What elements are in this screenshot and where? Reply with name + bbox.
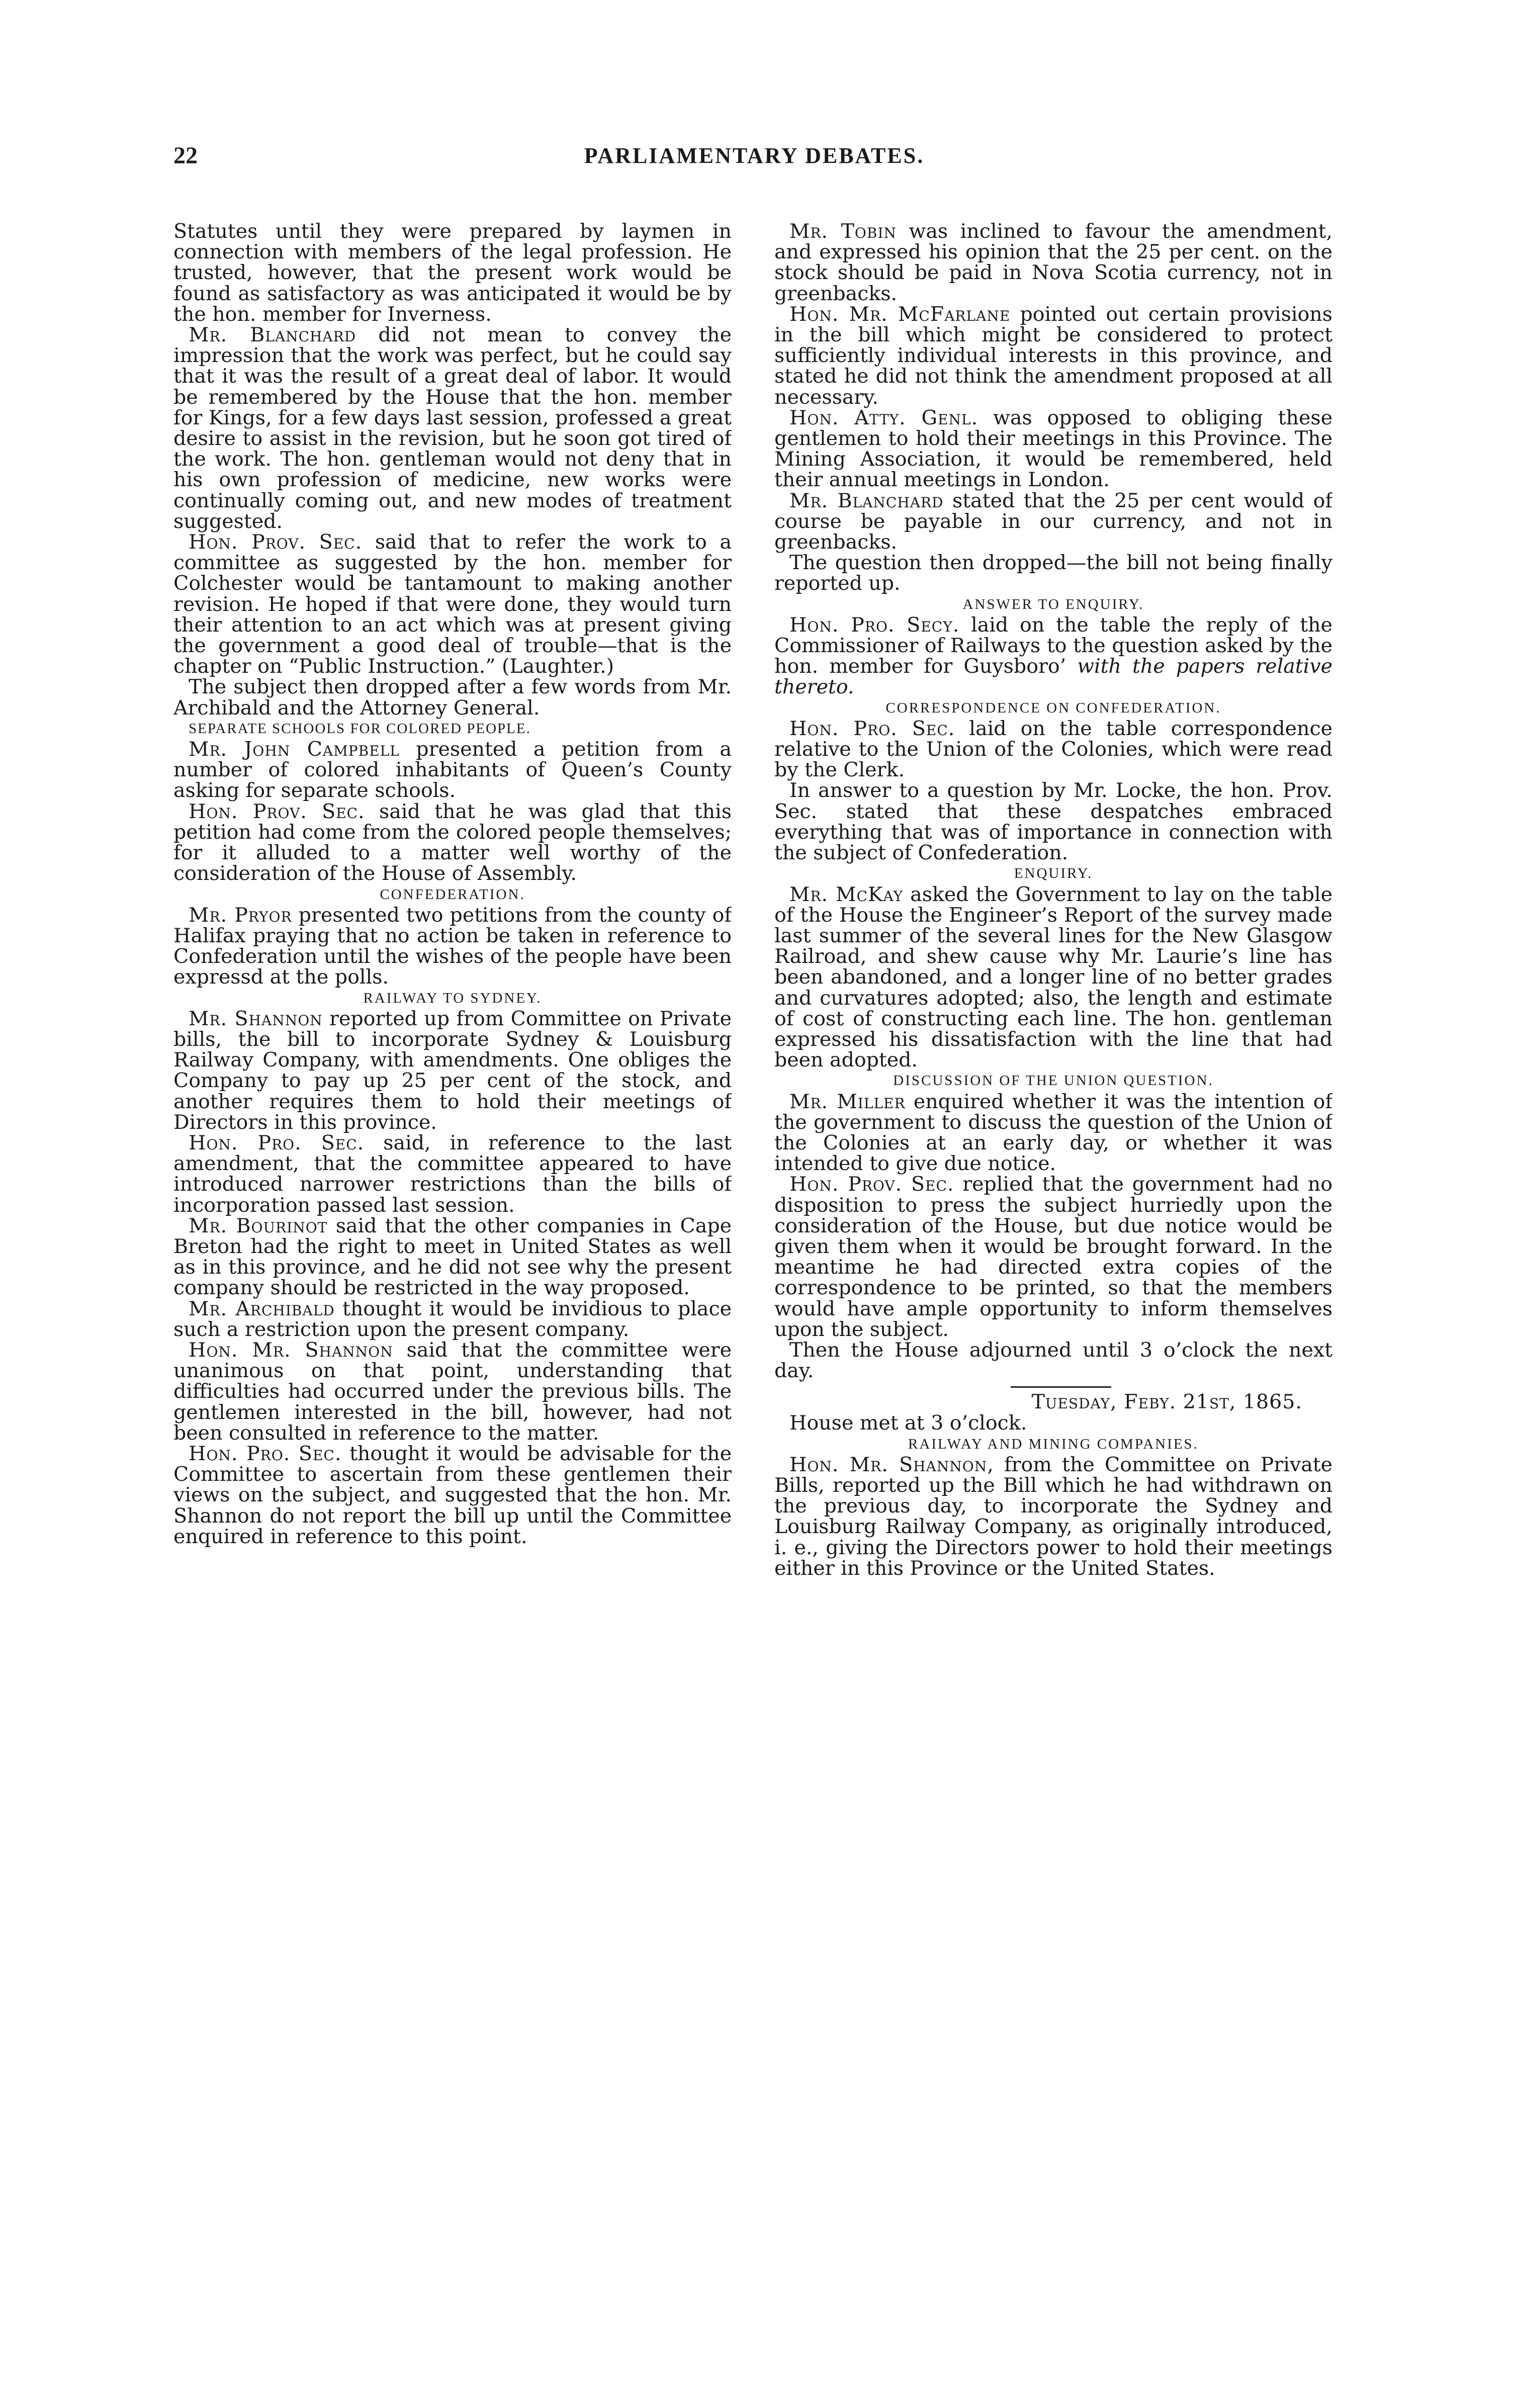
paragraph: Statutes until they were prepared by laymen in connection with members of the legal profession. He trusted, however, that the present work would be found as satisfactory as was anticipated it would be by the hon. member for Inverness. [173,221,732,326]
speech-text: said, in reference to the last amendment, that the committee appeared to have introduced narrower restrictions than the bills of incorporation passed last session. [173,1131,732,1217]
paragraph [774,304,1332,408]
paragraph [774,884,1332,1071]
speech-text: thought it would be advisable for the Committee to ascertain from these gentlemen their views on the subject, and suggested that the hon. Mr. Shannon do not report the bill up until the Committee enquired in reference to this point. [173,1442,732,1548]
paragraph [173,1133,732,1216]
speaker-name: Mr. Shannon [189,1007,323,1030]
section-heading: DISCUSSION OF THE UNION QUESTION. [893,1073,1214,1089]
paragraph [774,221,1332,304]
speaker-name: Hon. Pro. Sec. [189,1442,342,1465]
paragraph [173,905,732,988]
section-heading: CONFEDERATION. [380,886,525,903]
speech-text: said that he was glad that this petition had come from the colored people themselves; for it alluded to a matter well worthy of the consideration of the House of Assembly. [173,799,732,885]
speaker-name: Mr. Archibald [189,1297,335,1320]
paragraph [774,491,1332,553]
paragraph [774,1174,1332,1340]
page-number: 22 [173,142,198,169]
speech-text: presented a petition from a number of colored inhabitants of Queen’s County asking for separate schools. [173,738,732,802]
paragraph: The subject then dropped after a few words from Mr. Archibald and the Attorney General. [173,675,732,720]
speech-text: laid on the table the reply of the Commissioner of Railways to the question asked by the hon. member for Guysboro’ [774,613,1332,678]
session-date: Tuesday, Feby. 21st, 1865. [1031,1390,1302,1414]
paragraph [774,1455,1332,1579]
section-heading: ANSWER TO ENQUIRY. [962,596,1144,612]
speaker-name: Hon. Pro. Sec. [789,717,955,740]
paragraph [173,801,732,884]
speaker-name: Mr. Blanchard [789,489,944,512]
speaker-name: Hon. Pro. Secy. [789,613,960,637]
section-heading: SEPARATE SCHOOLS FOR COLORED PEOPLE. [189,720,531,737]
speaker-name: Hon. Prov. Sec. [789,1173,954,1196]
section-divider [1011,1386,1111,1388]
speech-text: from the Committee on Private Bills, reported up the Bill which he had withdrawn on the previous day, to incorporate the Sydney and Louisburg Railway Company, as originally introduced, i. e., giving the Directors power to hold their meetings either in this Province or the United States. [774,1453,1332,1580]
speech-text: stated that the 25 per cent would of course be payable in our currency, and not in greenbacks. [774,489,1332,554]
paragraph [774,1092,1332,1175]
paragraph [173,1444,732,1547]
speech-text: did not mean to convey the impression that the work was perfect, but he could say that it was the result of a great deal of labor. It would be remembered by the House that the hon. member for Kings, for a few days last session, professed a great desire to assist in the revision, but he soon got tired of the work. The hon. gentleman would not deny that in his own profession of medicine, new works were continually coming out, and new modes of treatment suggested. [173,323,732,533]
speech-text: enquired whether it was the intention of the government to discuss the question of the Union of the Colonies at an early day, or whether it was intended to give due notice. [774,1090,1332,1176]
speech-text: said that the other companies in Cape Breton had the right to meet in United States as well as in this province, and he did not see why the present company should be restricted in the way proposed. [173,1214,732,1300]
left-column [173,221,732,2333]
paragraph [173,1216,732,1299]
speaker-name: Mr. McKay [789,882,904,906]
running-title: PARLIAMENTARY DEBATES. [584,143,925,168]
speaker-name: Mr. Miller [789,1090,906,1113]
speaker-name: Hon. Pro. Sec. [189,1131,365,1154]
paragraph [173,1340,732,1444]
paragraph [173,325,732,532]
paragraph [173,1009,732,1133]
speaker-name: Hon. Mr. McFarlane [789,302,1011,326]
speaker-name: Mr. Bourinot [189,1214,328,1237]
paragraph: House met at 3 o’clock. [789,1411,1027,1435]
speaker-name: Mr. John Campbell [189,738,400,761]
paragraph: Then the House adjourned until 3 o’clock the next day. [774,1338,1332,1383]
speech-text: said that the committee were unanimous on that point, understanding that difficulties had occurred under the previous bills. The gentlemen interested in the bill, however, had not been consulted in reference to the matter. [173,1338,732,1445]
speech-text: said that to refer the work to a committee as suggested by the hon. member for Colchester would be tantamount to making another revision. He hoped if that were done, they would turn their attention to an act which was at present giving the government a good deal of trouble—that is the chapter on “Public Instruction.” (Laughter.) [173,530,732,678]
speech-text: asked the Government to lay on the table of the House the Engineer’s Report of the survey made last summer of the several lines for the New Glasgow Railroad, and shew cause why Mr. Laurie’s line has been abandoned, and a longer line of no better grades and curvatures adopted; also, the length and estimate of cost of constructing each line. The hon. gentleman expressed his dissatisfaction with the line that had been adopted. [774,882,1332,1072]
speech-text: was opposed to obliging these gentlemen to hold their meetings in this Province. The Mining Association, it would be remembered, held their annual meetings in London. [774,406,1332,492]
speaker-name: Mr. Tobin [789,221,897,243]
paragraph [173,739,732,801]
speaker-name: Hon. Prov. Sec. [189,530,363,554]
paragraph [774,719,1332,781]
speaker-name: Hon. Atty. Genl. [789,406,978,429]
speaker-name: Hon. Prov. Sec. [189,799,365,823]
paragraph [774,615,1332,698]
speaker-name: Mr. Blanchard [189,323,357,347]
speech-text: pointed out certain provisions in the bill which might be considered to protect sufficiently individual interests in this province, and stated he did not think the amendment proposed at all necessary. [774,302,1332,409]
section-heading: ENQUIRY. [1014,865,1093,882]
speaker-name: Mr. Pryor [189,903,292,927]
speaker-name: Hon. Mr. Shannon, [789,1453,994,1476]
paragraph [774,408,1332,491]
speech-text: was inclined to favour the amendment, and expressed his opinion that the 25 per cent. on the stock should be paid in Nova Scotia currency, not in greenbacks. [774,221,1332,305]
right-column [774,221,1332,2333]
speech-text: thought it would be invidious to place such a restriction upon the present company. [173,1297,732,1341]
italic-text: with the papers relative thereto. [774,655,1332,699]
paragraph: In answer to a question by Mr. Locke, the hon. Prov. Sec. stated that these despatches embraced everything that was of importance in connection with the subject of Confederation. [774,779,1332,865]
speech-text: laid on the table correspondence relative to the Union of the Colonies, which were read by the Clerk. [774,717,1332,782]
speech-text: replied that the government had no disposition to press the subject hurriedly upon the consideration of the House, but due notice would be given them when it would be brought forward. In the meantime he had directed extra copies of the correspondence to be printed, so that the members would have ample opportunity to inform themselves upon the subject. [774,1173,1332,1341]
section-heading: CORRESPONDENCE ON CONFEDERATION. [885,699,1221,716]
speech-text: reported up from Committee on Private bills, the bill to incorporate Sydney & Louisburg Railway Company, with amendments. One obliges the Company to pay up 25 per cent of the stock, and another requires them to hold their meetings of Directors in this province. [173,1007,732,1134]
speaker-name: Hon. Mr. Shannon [189,1338,393,1362]
section-heading: RAILWAY TO SYDNEY. [363,990,542,1006]
speech-text: presented two petitions from the county of Halifax praying that no action be taken in reference to Confederation until the wishes of the people have been expressd at the polls. [173,903,732,989]
paragraph [173,1299,732,1340]
paragraph [173,532,732,677]
paragraph: The question then dropped—the bill not being finally reported up. [774,551,1332,595]
page-header [173,141,1335,176]
section-heading: RAILWAY AND MINING COMPANIES. [908,1436,1199,1452]
